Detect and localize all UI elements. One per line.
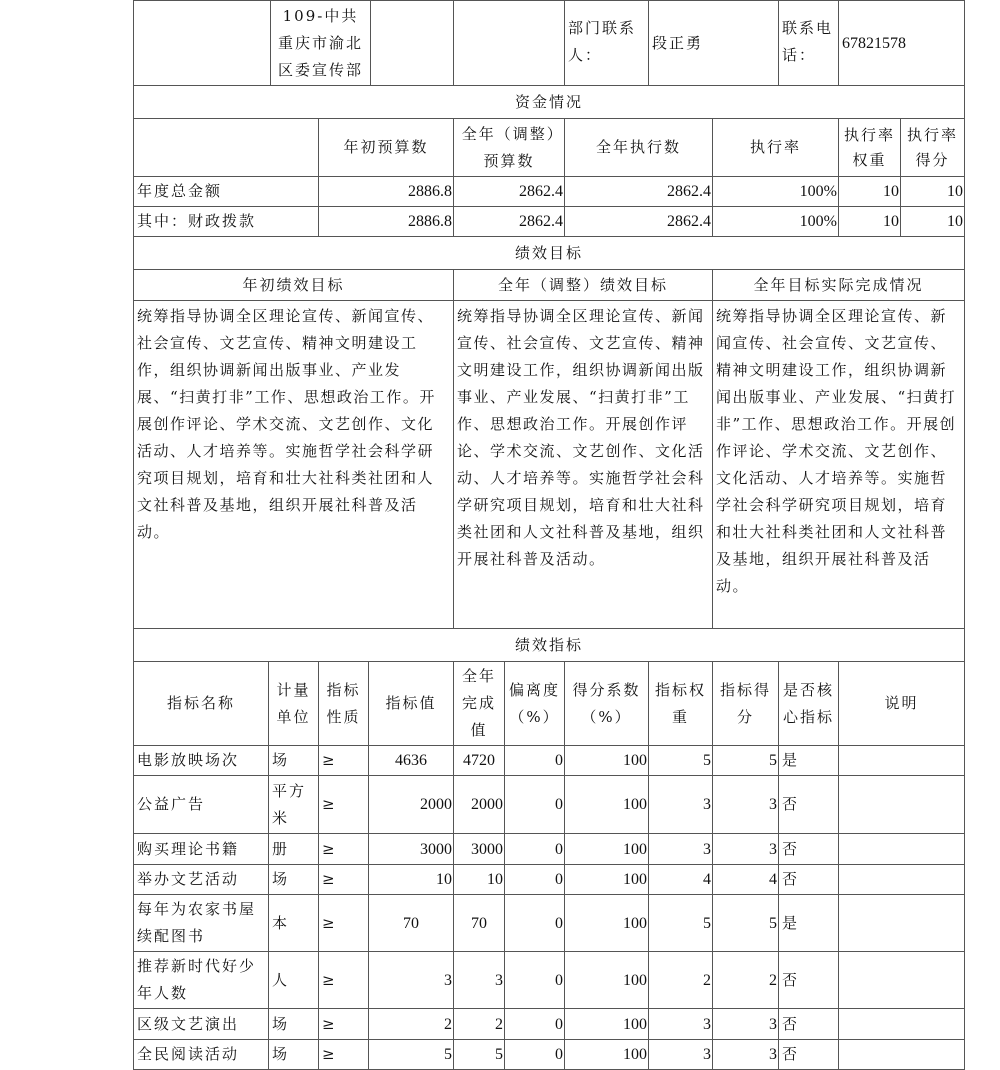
ind-unit: 场	[268, 745, 319, 776]
ind-nature: ≥	[318, 1008, 369, 1040]
ind-unit: 场	[268, 864, 319, 895]
ind-nature: ≥	[318, 833, 369, 865]
header-empty-cell-1	[133, 0, 271, 86]
ind-coef: 100	[564, 864, 649, 895]
ind-target: 4636	[368, 745, 454, 776]
ind-target: 5	[368, 1039, 454, 1070]
funds-row-label: 其中：财政拨款	[133, 206, 319, 237]
goals-col-actual: 全年目标实际完成情况	[712, 269, 965, 301]
ind-nature: ≥	[318, 1039, 369, 1070]
ind-name: 公益广告	[133, 775, 269, 834]
ind-score: 3	[712, 775, 779, 834]
ind-deviation: 0	[504, 864, 565, 895]
funds-header-blank	[133, 118, 319, 177]
ind-col-actual: 全年完成值	[453, 661, 505, 746]
ind-note	[838, 894, 965, 952]
funds-section-title: 资金情况	[133, 85, 965, 119]
ind-col-core: 是否核心指标	[778, 661, 839, 746]
ind-nature: ≥	[318, 745, 369, 776]
funds-initial-budget: 2886.8	[318, 206, 454, 237]
ind-deviation: 0	[504, 1008, 565, 1040]
ind-name: 全民阅读活动	[133, 1039, 269, 1070]
ind-score: 3	[712, 1008, 779, 1040]
ind-unit: 册	[268, 833, 319, 865]
funds-col-executed: 全年执行数	[564, 118, 713, 177]
ind-score: 5	[712, 745, 779, 776]
ind-name: 每年为农家书屋续配图书	[133, 894, 269, 952]
ind-target: 3000	[368, 833, 454, 865]
ind-unit: 场	[268, 1008, 319, 1040]
ind-col-note: 说明	[838, 661, 965, 746]
ind-core: 否	[778, 833, 839, 865]
header-empty-cell-3	[453, 0, 565, 86]
ind-weight: 2	[648, 951, 713, 1009]
goals-col-initial: 年初绩效目标	[133, 269, 454, 301]
phone-number: 67821578	[838, 0, 965, 86]
ind-unit: 本	[268, 894, 319, 952]
funds-col-rate: 执行率	[712, 118, 839, 177]
ind-weight: 3	[648, 833, 713, 865]
ind-col-coef: 得分系数（%）	[564, 661, 649, 746]
ind-target: 2000	[368, 775, 454, 834]
ind-col-unit: 计量单位	[268, 661, 319, 746]
ind-weight: 3	[648, 1039, 713, 1070]
ind-nature: ≥	[318, 951, 369, 1009]
goals-adjusted-text: 统筹指导协调全区理论宣传、新闻宣传、社会宣传、文艺宣传、精神文明建设工作，组织协调新闻出版事业、产业发展、“扫黄打非”工作、思想政治工作。开展创作评论、学术交流、文艺创作、文化活动、人才培养等。实施哲学社会科学研究项目规划，培育和壮大社科类社团和人文社科普及基地，组织开展社科普及活动。	[453, 300, 713, 629]
funds-col-weight: 执行率权重	[838, 118, 901, 177]
funds-initial-budget: 2886.8	[318, 176, 454, 207]
goals-initial-text: 统筹指导协调全区理论宣传、新闻宣传、社会宣传、文艺宣传、精神文明建设工作，组织协调新闻出版事业、产业发展、“扫黄打非”工作、思想政治工作。开展创作评论、学术交流、文艺创作、文化活动、人才培养等。实施哲学社会科学研究项目规划，培育和壮大社科类社团和人文社科普及基地，组织开展社科普及活动。	[133, 300, 454, 629]
ind-weight: 5	[648, 745, 713, 776]
ind-coef: 100	[564, 1039, 649, 1070]
ind-coef: 100	[564, 833, 649, 865]
ind-core: 否	[778, 864, 839, 895]
ind-deviation: 0	[504, 745, 565, 776]
ind-actual: 3000	[453, 833, 505, 865]
ind-score: 4	[712, 864, 779, 895]
ind-name: 举办文艺活动	[133, 864, 269, 895]
ind-target: 3	[368, 951, 454, 1009]
ind-score: 3	[712, 833, 779, 865]
dept-name: 109-中共重庆市渝北区委宣传部	[270, 0, 371, 86]
ind-coef: 100	[564, 951, 649, 1009]
goals-section-title: 绩效目标	[133, 236, 965, 270]
funds-score: 10	[900, 176, 965, 207]
ind-weight: 3	[648, 1008, 713, 1040]
ind-name: 电影放映场次	[133, 745, 269, 776]
funds-executed: 2862.4	[564, 206, 713, 237]
funds-rate: 100%	[712, 176, 839, 207]
goals-col-adjusted: 全年（调整）绩效目标	[453, 269, 713, 301]
ind-deviation: 0	[504, 894, 565, 952]
ind-note	[838, 864, 965, 895]
ind-deviation: 0	[504, 775, 565, 834]
ind-score: 3	[712, 1039, 779, 1070]
phone-label: 联系电话：	[778, 0, 839, 86]
ind-actual: 2	[453, 1008, 505, 1040]
ind-deviation: 0	[504, 833, 565, 865]
indicators-section-title: 绩效指标	[133, 628, 965, 662]
ind-actual: 2000	[453, 775, 505, 834]
ind-note	[838, 1008, 965, 1040]
ind-col-name: 指标名称	[133, 661, 269, 746]
ind-unit: 场	[268, 1039, 319, 1070]
ind-coef: 100	[564, 894, 649, 952]
funds-adjusted-budget: 2862.4	[453, 176, 565, 207]
ind-coef: 100	[564, 745, 649, 776]
ind-weight: 5	[648, 894, 713, 952]
ind-note	[838, 745, 965, 776]
ind-col-target: 指标值	[368, 661, 454, 746]
ind-target: 10	[368, 864, 454, 895]
ind-nature: ≥	[318, 775, 369, 834]
funds-executed: 2862.4	[564, 176, 713, 207]
ind-weight: 4	[648, 864, 713, 895]
ind-name: 购买理论书籍	[133, 833, 269, 865]
ind-note	[838, 1039, 965, 1070]
ind-nature: ≥	[318, 894, 369, 952]
funds-score: 10	[900, 206, 965, 237]
ind-score: 5	[712, 894, 779, 952]
ind-core: 否	[778, 1039, 839, 1070]
funds-row-label: 年度总金额	[133, 176, 319, 207]
ind-deviation: 0	[504, 951, 565, 1009]
ind-actual: 5	[453, 1039, 505, 1070]
funds-col-score: 执行率得分	[900, 118, 965, 177]
contact-name: 段正勇	[648, 0, 779, 86]
ind-deviation: 0	[504, 1039, 565, 1070]
ind-col-weight: 指标权重	[648, 661, 713, 746]
ind-unit: 平方米	[268, 775, 319, 834]
funds-rate: 100%	[712, 206, 839, 237]
ind-core: 否	[778, 951, 839, 1009]
ind-core: 是	[778, 894, 839, 952]
ind-weight: 3	[648, 775, 713, 834]
ind-core: 是	[778, 745, 839, 776]
ind-note	[838, 833, 965, 865]
ind-core: 否	[778, 1008, 839, 1040]
funds-col-initial-budget: 年初预算数	[318, 118, 454, 177]
ind-col-deviation: 偏离度（%）	[504, 661, 565, 746]
ind-actual: 70	[453, 894, 505, 952]
funds-weight: 10	[838, 206, 901, 237]
ind-nature: ≥	[318, 864, 369, 895]
ind-actual: 4720	[453, 745, 505, 776]
ind-actual: 3	[453, 951, 505, 1009]
header-empty-cell-2	[370, 0, 454, 86]
ind-col-score: 指标得分	[712, 661, 779, 746]
ind-name: 推荐新时代好少年人数	[133, 951, 269, 1009]
ind-coef: 100	[564, 1008, 649, 1040]
ind-core: 否	[778, 775, 839, 834]
ind-col-nature: 指标性质	[318, 661, 369, 746]
ind-score: 2	[712, 951, 779, 1009]
ind-target: 2	[368, 1008, 454, 1040]
funds-col-adjusted-budget: 全年（调整）预算数	[453, 118, 565, 177]
funds-weight: 10	[838, 176, 901, 207]
funds-adjusted-budget: 2862.4	[453, 206, 565, 237]
ind-coef: 100	[564, 775, 649, 834]
ind-unit: 人	[268, 951, 319, 1009]
ind-note	[838, 951, 965, 1009]
contact-label: 部门联系人：	[564, 0, 649, 86]
goals-actual-text: 统筹指导协调全区理论宣传、新闻宣传、社会宣传、文艺宣传、精神文明建设工作，组织协调新闻出版事业、产业发展、“扫黄打非”工作、思想政治工作。开展创作评论、学术交流、文艺创作、文化活动、人才培养等。实施哲学社会科学研究项目规划，培育和壮大社科类社团和人文社科普及基地，组织开展社科普及活动。	[712, 300, 965, 629]
ind-note	[838, 775, 965, 834]
ind-actual: 10	[453, 864, 505, 895]
ind-name: 区级文艺演出	[133, 1008, 269, 1040]
ind-target: 70	[368, 894, 454, 952]
